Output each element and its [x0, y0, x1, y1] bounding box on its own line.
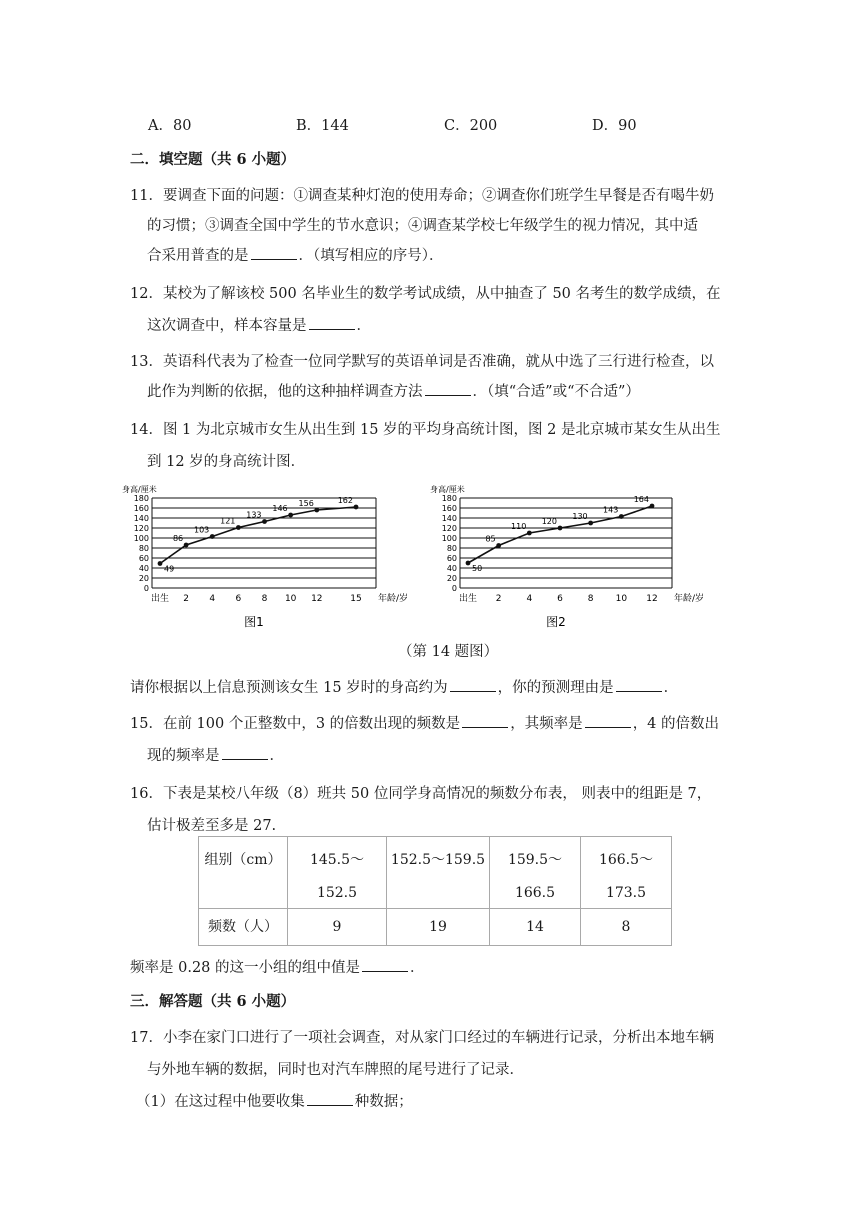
table-cell: 166.5～ 173.5 — [581, 837, 672, 909]
section-heading-fill-blank: 二．填空题（共 6 小题） — [130, 151, 296, 168]
x-tick-label: 4 — [526, 594, 533, 604]
q15-line2: 现的频率是 ． — [147, 748, 284, 764]
x-tick-label: 10 — [615, 594, 628, 604]
data-point — [210, 534, 215, 539]
option-b: B．144 — [296, 118, 349, 134]
y-tick-label: 80 — [138, 544, 149, 553]
q17-line1: 17．小李在家门口进行了一项社会调查，对从家门口经过的车辆进行记录，分析出本地车辆 — [130, 1030, 714, 1046]
option-d: D．90 — [592, 118, 637, 134]
data-label: 86 — [172, 534, 184, 543]
x-tick-label: 6 — [235, 594, 242, 604]
data-point — [184, 543, 189, 548]
data-label: 133 — [246, 510, 262, 520]
y-tick-label: 40 — [138, 564, 149, 573]
y-tick-label: 140 — [441, 514, 457, 523]
x-tick-label: 6 — [557, 594, 563, 604]
y-tick-label: 180 — [441, 494, 457, 503]
section-heading-answer: 三．解答题（共 6 小题） — [130, 993, 296, 1010]
table-cell: 9 — [288, 909, 387, 946]
y-tick-label: 120 — [441, 524, 457, 533]
data-label: 130 — [572, 512, 588, 521]
y-axis-title: 身高/厘米 — [122, 485, 157, 494]
data-label: 143 — [603, 505, 619, 515]
data-point — [619, 514, 624, 519]
table-cell: 8 — [581, 909, 672, 946]
y-tick-label: 80 — [446, 544, 457, 553]
q17-part1: （1）在这过程中他要收集 种数据； — [136, 1094, 413, 1110]
q12-line1: 12．某校为了解该校 500 名毕业生的数学考试成绩，从中抽查了 50 名考生的数学成绩，在 — [130, 286, 721, 302]
frequency-table — [198, 836, 672, 946]
data-label: 156 — [298, 499, 314, 508]
data-point — [288, 513, 293, 518]
x-tick-label: 出生 — [458, 594, 478, 604]
x-tick-label: 8 — [587, 594, 594, 604]
table-cell: 152.5～159.5 — [387, 837, 490, 909]
y-tick-label: 60 — [446, 554, 457, 563]
table-row — [199, 909, 672, 946]
data-point — [354, 505, 359, 510]
data-label: 146 — [272, 504, 288, 513]
figure-caption: （第 14 题图） — [398, 644, 499, 660]
y-tick-label: 100 — [133, 534, 149, 543]
answer-blank[interactable] — [585, 714, 631, 728]
q15-line1: 15．在前 100 个正整数中，3 的倍数出现的频数是 ，其频率是 ，4 的倍数出 — [130, 716, 720, 732]
height-chart-fig1 — [120, 478, 410, 638]
table-header-group: 组别（cm） — [199, 837, 288, 909]
y-tick-label: 120 — [133, 524, 149, 533]
option-c: C．200 — [444, 118, 498, 134]
y-tick-label: 160 — [133, 504, 149, 513]
x-tick-label: 4 — [209, 594, 216, 604]
y-axis-title: 身高/厘米 — [430, 485, 465, 494]
y-tick-label: 0 — [143, 584, 149, 593]
data-label: 120 — [541, 517, 557, 526]
data-label: 85 — [485, 534, 496, 544]
figure-title: 图2 — [546, 615, 566, 629]
data-label: 164 — [633, 495, 649, 504]
data-label: 49 — [164, 564, 175, 574]
option-a: A．80 — [148, 118, 192, 134]
q14-line1: 14．图 1 为北京城市女生从出生到 15 岁的平均身高统计图，图 2 是北京城市某女生从出生 — [130, 422, 721, 438]
data-point — [527, 531, 532, 536]
figure-title: 图1 — [244, 615, 264, 629]
y-tick-label: 20 — [138, 574, 149, 583]
y-tick-label: 20 — [446, 574, 457, 583]
q11-line1: 11．要调查下面的问题：①调查某种灯泡的使用寿命；②调查你们班学生早餐是否有喝牛奶 — [130, 188, 714, 204]
y-tick-label: 60 — [138, 554, 149, 563]
data-label: 121 — [220, 516, 236, 526]
y-tick-label: 180 — [133, 494, 149, 503]
q13-line2: 此作为判断的依据，他的这种抽样调查方法 ．（填“合适”或“不合适”） — [147, 384, 640, 400]
answer-blank[interactable] — [251, 246, 297, 260]
x-tick-label: 8 — [261, 594, 268, 604]
y-tick-label: 0 — [451, 584, 457, 593]
answer-blank[interactable] — [425, 382, 471, 396]
q14-line2: 到 12 岁的身高统计图． — [147, 454, 306, 470]
table-cell: 14 — [490, 909, 581, 946]
q12-line2: 这次调查中，样本容量是 ． — [147, 318, 371, 334]
y-tick-label: 40 — [446, 564, 457, 573]
answer-blank[interactable] — [462, 714, 508, 728]
data-point — [262, 519, 267, 524]
table-cell: 159.5～ 166.5 — [490, 837, 581, 909]
table-header-count: 频数（人） — [199, 909, 288, 946]
data-point — [558, 526, 563, 531]
answer-blank[interactable] — [362, 958, 408, 972]
q11-line2: 的习惯；③调查全国中学生的节水意识；④调查某学校七年级学生的视力情况，其中适 — [147, 218, 698, 234]
answer-blank[interactable] — [450, 678, 496, 692]
q16-line1: 16．下表是某校八年级（8）班共 50 位同学身高情况的频数分布表， 则表中的组距是 7， — [130, 786, 712, 802]
x-tick-label: 15 — [350, 594, 362, 604]
table-cell: 145.5～ 152.5 — [288, 837, 387, 909]
x-tick-label: 10 — [284, 594, 297, 604]
x-tick-label: 2 — [495, 594, 502, 604]
q16-line2: 估计极差至多是 27. — [147, 818, 277, 834]
y-tick-label: 140 — [133, 514, 149, 523]
answer-blank[interactable] — [309, 316, 355, 330]
data-point — [588, 521, 593, 526]
q16-line3: 频率是 0.28 的这一小组的组中值是 ． — [130, 960, 425, 976]
q13-line1: 13．英语科代表为了检查一位同学默写的英语单词是否准确，就从中选了三行进行检查，以 — [130, 354, 714, 370]
x-tick-label: 出生 — [150, 594, 170, 604]
data-point — [496, 543, 501, 548]
x-tick-label: 12 — [311, 594, 323, 604]
x-axis-title: 年龄/岁 — [378, 594, 409, 604]
x-tick-label: 12 — [646, 594, 658, 604]
q11-line3: 合采用普查的是 ．（填写相应的序号）． — [147, 248, 444, 264]
answer-blank[interactable] — [307, 1092, 353, 1106]
x-tick-label: 2 — [183, 594, 190, 604]
x-axis-title: 年龄/岁 — [674, 594, 705, 604]
data-point — [314, 508, 319, 513]
q17-line2: 与外地车辆的数据，同时也对汽车牌照的尾号进行了记录． — [147, 1062, 524, 1078]
y-tick-label: 100 — [441, 534, 457, 543]
answer-blank[interactable] — [616, 678, 662, 692]
table-cell: 19 — [387, 909, 490, 946]
table-row — [199, 837, 672, 909]
answer-blank[interactable] — [222, 746, 268, 760]
q14-line3: 请你根据以上信息预测该女生 15 岁时的身高约为 ，你的预测理由是 ． — [130, 680, 679, 696]
data-point — [466, 561, 471, 566]
data-point — [158, 561, 163, 566]
data-label: 110 — [511, 522, 527, 531]
height-chart-fig2 — [424, 478, 720, 638]
y-tick-label: 160 — [441, 504, 457, 513]
data-label: 162 — [337, 496, 353, 505]
data-label: 103 — [193, 525, 210, 535]
data-label: 50 — [472, 564, 483, 573]
data-point — [236, 525, 241, 530]
data-point — [650, 504, 655, 509]
